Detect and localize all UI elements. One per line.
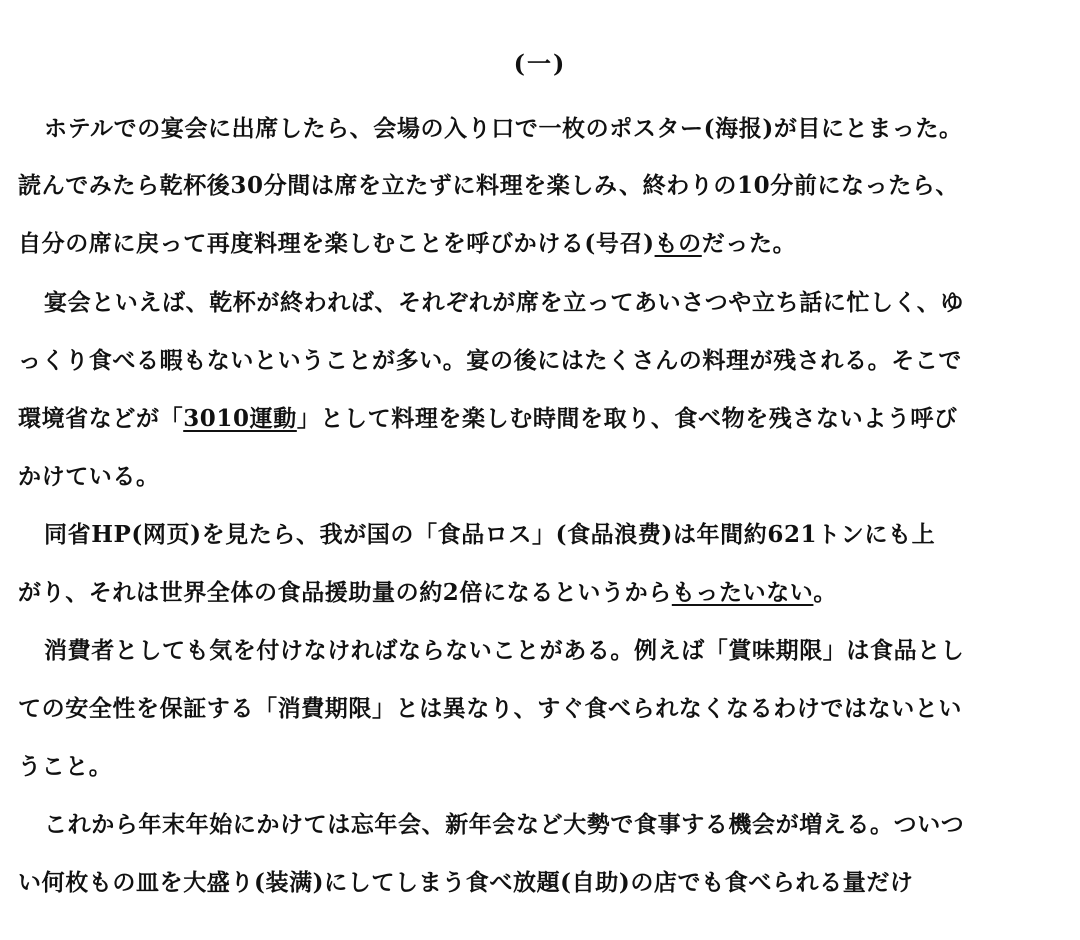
text-segment: かけている。 [18, 463, 160, 490]
text-line [18, 577, 1063, 609]
text-segment: 消費者としても気を付けなければならないことがある。例えば「賞味期限」は食品とし [44, 637, 965, 664]
text-segment: 。 [813, 579, 838, 606]
underlined-text: 3010運動 [183, 405, 297, 432]
text-segment: だった。 [701, 230, 797, 257]
text-line [18, 867, 1063, 899]
text-line [18, 170, 1063, 202]
text-line [18, 461, 1063, 493]
text-line [44, 635, 1063, 667]
text-segment: ての安全性を保証する「消費期限」とは異なり、すぐ食べられなくなるわけではないとい [18, 695, 962, 722]
underlined-text: もったいない [671, 579, 814, 606]
text-segment: 環境省などが「 [18, 405, 184, 432]
text-line [18, 403, 1063, 435]
text-segment: これから年末年始にかけては忘年会、新年会など大勢で食事する機会が増える。ついつ [44, 811, 965, 838]
text-line [44, 287, 1063, 319]
text-segment: 」として料理を楽しむ時間を取り、食べ物を残さないよう呼び [296, 405, 958, 432]
text-segment: うこと。 [18, 753, 113, 780]
underlined-text: もの [654, 230, 702, 257]
text-segment: い何枚もの皿を大盛り(装满)にしてしまう食べ放題(自助)の店でも食べられる量だけ [18, 869, 914, 896]
text-line [18, 228, 1063, 260]
text-line [18, 751, 1063, 783]
text-segment: 自分の席に戻って再度料理を楽しむことを呼びかける(号召) [18, 230, 655, 257]
text-segment: っくり食べる暇もないということが多い。宴の後にはたくさんの料理が残される。そこで [18, 347, 962, 374]
text-line [18, 345, 1063, 377]
section-heading: (一) [513, 49, 567, 78]
text-segment: ホテルでの宴会に出席したら、会場の入り口で一枚のポスター(海报)が目にとまった。 [44, 115, 963, 142]
text-segment: 宴会といえば、乾杯が終われば、それぞれが席を立ってあいさつや立ち話に忙しく、ゆ [44, 289, 964, 316]
text-segment: がり、それは世界全体の食品援助量の約2倍になるというから [18, 579, 672, 606]
text-line [44, 113, 1063, 145]
text-line [44, 519, 1063, 551]
text-line [18, 693, 1063, 725]
text-segment: 読んでみたら乾杯後30分間は席を立たずに料理を楽しみ、終わりの10分前になったら、 [18, 172, 959, 199]
text-segment: 同省HP(网页)を見たら、我が国の「食品ロス」(食品浪费)は年間約621トンにも上 [44, 521, 936, 548]
text-line [44, 809, 1063, 841]
